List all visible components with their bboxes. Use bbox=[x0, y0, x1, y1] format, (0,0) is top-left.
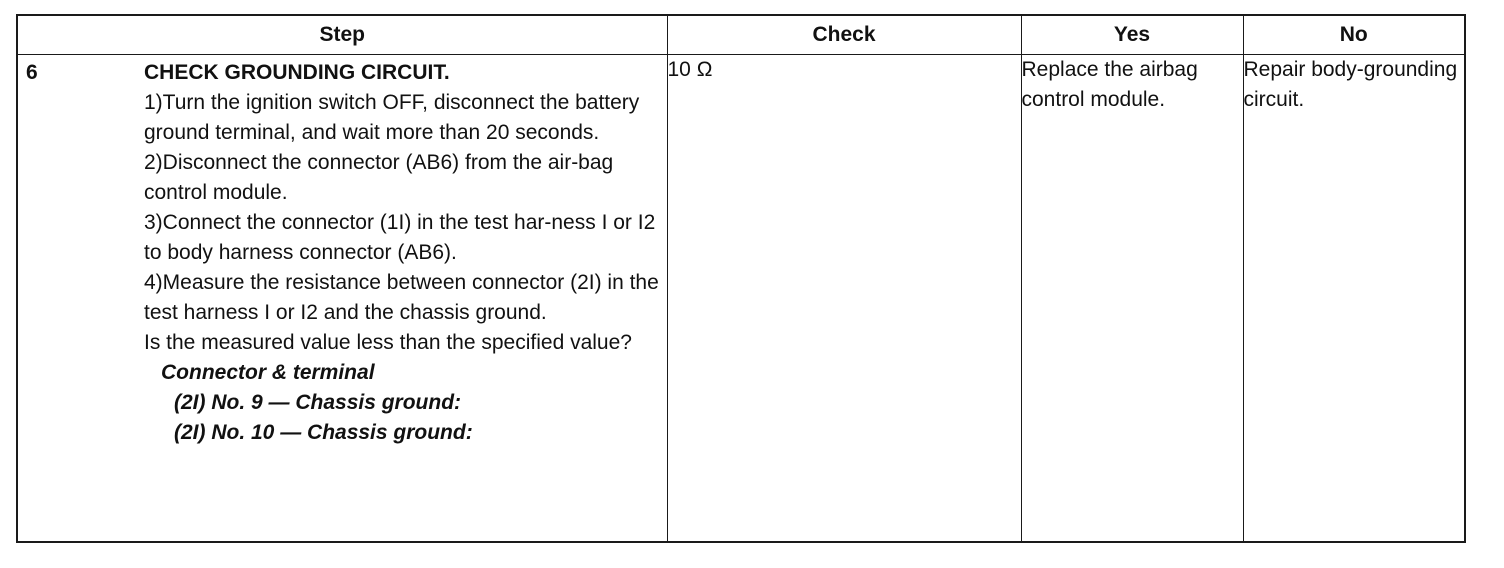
table-row bbox=[17, 55, 1465, 543]
step-body bbox=[144, 55, 667, 448]
header-no: No bbox=[1243, 15, 1465, 55]
header-row bbox=[17, 15, 1465, 55]
yes-cell: Replace the airbag control module. bbox=[1021, 55, 1243, 543]
diagnostic-table bbox=[16, 14, 1466, 543]
terminal-line-1: (2I) No. 9 — Chassis ground: bbox=[174, 391, 462, 414]
step-cell bbox=[17, 55, 667, 543]
no-cell: Repair body-grounding circuit. bbox=[1243, 55, 1465, 543]
header-check: Check bbox=[667, 15, 1021, 55]
instruction-3: 3)Connect the connector (1I) in the test har-ness I or I2 to body harness connector (AB6). bbox=[144, 211, 656, 264]
step-title: CHECK GROUNDING CIRCUIT. bbox=[144, 61, 450, 84]
step-number: 6 bbox=[26, 61, 38, 84]
terminal-heading: Connector & terminal bbox=[161, 361, 375, 384]
header-step: Step bbox=[17, 15, 667, 55]
instruction-4: 4)Measure the resistance between connector (2I) in the test harness I or I2 and the chassis ground. bbox=[144, 271, 659, 324]
terminal-block bbox=[144, 358, 661, 448]
check-cell: 10 Ω bbox=[667, 55, 1021, 543]
instruction-1: 1)Turn the ignition switch OFF, disconnect the battery ground terminal, and wait more than 20 seconds. bbox=[144, 91, 640, 144]
header-yes: Yes bbox=[1021, 15, 1243, 55]
instruction-2: 2)Disconnect the connector (AB6) from the air-bag control module. bbox=[144, 151, 614, 204]
question: Is the measured value less than the specified value? bbox=[144, 331, 632, 354]
terminal-line-2: (2I) No. 10 — Chassis ground: bbox=[174, 421, 473, 444]
